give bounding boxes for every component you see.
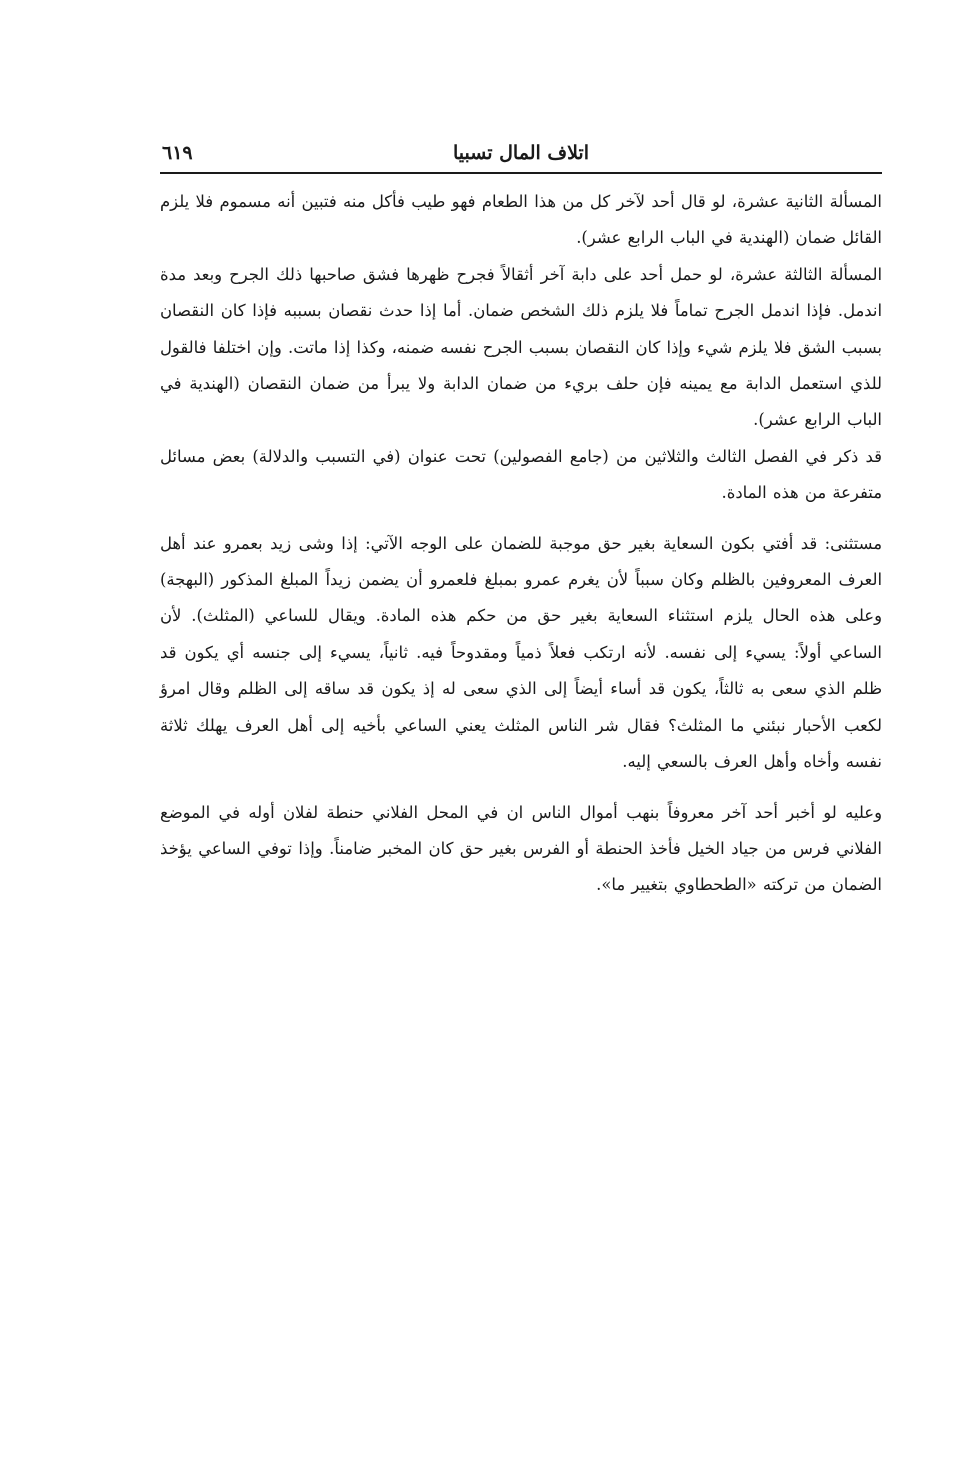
paragraph-informer: وعليه لو أخبر أحد آخر معروفاً بنهب أموال الناس ان في المحل الفلاني حنطة لفلان أوله في الموضع الفلاني فرس من جياد الخيل فأخذ الحنطة أو الفرس بغير حق كان المخبر ضامناً. وإذا توفي الساعي يؤخذ الضمان من تركته «الطحطاوي بتغيير ما». — [160, 802, 882, 895]
body-text — [160, 184, 882, 904]
running-title: اتلاف المال تسبيا — [453, 142, 589, 164]
paragraph-exception: مستثنى: قد أفتي بكون السعاية بغير حق موجبة للضمان على الوجه الآتي: إذا وشى زيد بعمرو عند أهل العرف المعروفين بالظلم وكان سبباً لأن يغرم عمرو بمبلغ فلعمرو أن يضمن زيداً المبلغ المذكور (البهجة) وعلى هذه الحال يلزم استثناء السعاية بغير حق من حكم هذه المادة. ويقال للساعي (المثلث). لأن الساعي أولاً: يسيء إلى نفسه. لأنه ارتكب فعلاً ذمياً ومقدوحاً فيه. ثانياً، يسيء إلى جنسه أي يكون قد ظلم الذي سعى به ثالثاً، يكون قد أساء أيضاً إلى الذي سعى له إذ يكون قد ساقه إلى الظلم وقال امرؤ لكعب الأحبار نبئني ما المثلث؟ فقال شر الناس المثلث يعني الساعي بأخيه إلى أهل العرف يهلك ثلاثة نفسه وأخاه وأهل العرف بالسعي إليه. — [160, 533, 882, 772]
paragraph-reference: قد ذكر في الفصل الثالث والثلاثين من (جامع الفصولين) تحت عنوان (في التسبب والدلالة) بعض مسائل متفرعة من هذه المادة. — [160, 446, 882, 503]
page-number: ٦١٩ — [162, 142, 193, 164]
page-header — [160, 138, 882, 174]
paragraph-issue-thirteen: المسألة الثالثة عشرة، لو حمل أحد على دابة آخر أثقالاً فجرح ظهرها فشق صاحبها ذلك الجرح وبعد مدة اندمل. فإذا اندمل الجرح تماماً فلا يلزم ذلك الشخص ضمان. أما إذا حدث نقصان بسببه فإذا كان النقصان بسبب الشق فلا يلزم شيء وإذا كان النقصان بسبب الجرح نفسه ضمنه، وكذا إذا ماتت. وإن اختلفا فالقول للذي استعمل الدابة مع يمينه فإن حلف بريء من ضمان الدابة ولا يبرأ من ضمان النقصان (الهندية في الباب الرابع عشر). — [160, 264, 882, 430]
paragraph-issue-twelve: المسألة الثانية عشرة، لو قال أحد لآخر كل من هذا الطعام فهو طيب فأكل منه فتبين أنه مسموم فلا يلزم القائل ضمان (الهندية في الباب الرابع عشر). — [160, 192, 882, 248]
